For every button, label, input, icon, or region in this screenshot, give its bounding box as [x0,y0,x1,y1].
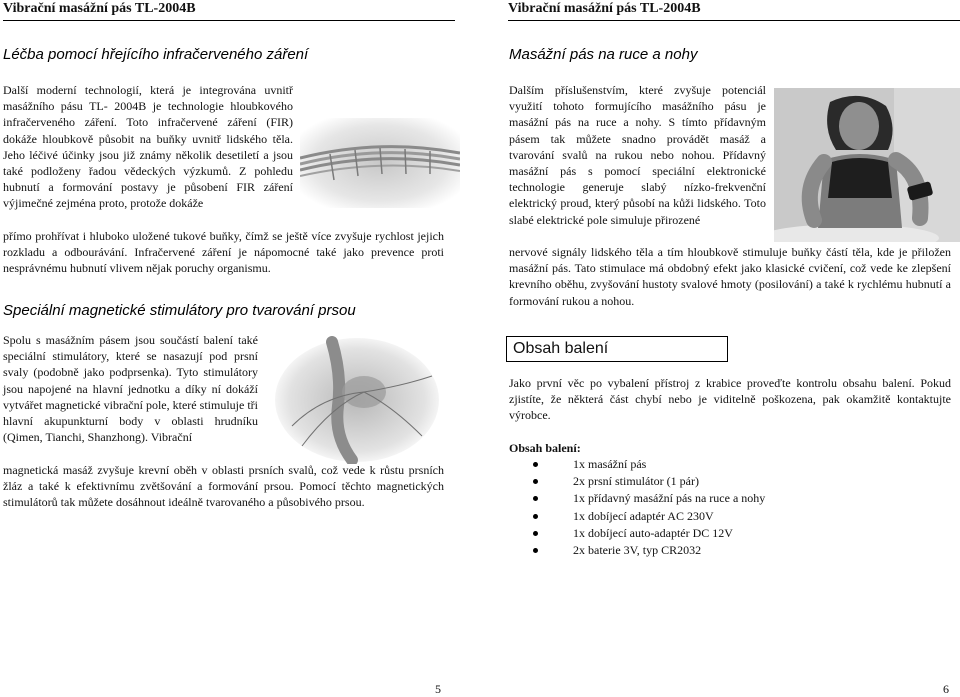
limb-paragraph-2: nervové signály lidského těla a tím hloubkově stimuluje buňky částí těla, kde je přiložen masážní pás. Tato stimulace má obdobný efekt jako klasické cvičení, což vede ke zlepšení krevního oběhu, zvyšování hustoty svalové hmoty (posilování) a také k rychlému hubnutí a formování rukou a nohou. [509,245,951,308]
page-number: 6 [943,682,949,696]
package-list [533,456,765,559]
page-header: Vibrační masážní pás TL-2004B [3,0,455,21]
bullet-icon [533,462,538,467]
page-number: 5 [435,682,441,696]
limb-paragraph-1: Dalším příslušenstvím, které zvyšuje potenciál využití tohoto formujícího masážního pásu je masážní pás na ruce a nohy. S tímto přídavným pásem tak můžete snadno provádět masáž a tvarování svalů na rukou nebo nohou. Přídavný masážní pás s pomocí speciální elektronické technologie generuje slabý nízko-frekvenční elektrický proud, který působí na kůži lidského. Toto slabé elektrické pole simuluje přirozené [509,83,766,227]
chest-stimulator-illustration [272,336,442,464]
page-header: Vibrační masážní pás TL-2004B [508,0,960,21]
bullet-icon [533,531,538,536]
package-item: 2x prsní stimulátor (1 pár) [533,473,765,490]
bullet-icon [533,479,538,484]
infrared-paragraph-1: Další moderní technologií, která je integrována uvnitř masážního pásu TL- 2004B je technologie hloubkového infračerveného záření. Toto infračervené záření (FIR) dokáže hloubkově působit na buňky uvnitř lidského těla. Jeho léčivé účinky jsou již známy několik desetiletí a jsou také podloženy řadou vědeckých výzkumů. Z pohledu hubnutí a formování postavy je působení FIR záření výjimečné zejména proto, protože dokáže [3,83,293,211]
stimulator-text-wrap [3,332,258,445]
bullet-icon [533,496,538,501]
arm-belt-photo [774,88,960,242]
stimulator-paragraph-1: Spolu s masážním pásem jsou součástí balení také speciální stimulátory, které se nasazují pod prsní svaly (podobně jako podprsenka). Tyto stimulátory jsou napojené na hlavní jednotku a díky ní dokáží vytvářet magnetické vibrační pole, které stimuluje tři hlavní akupunkturní body v oblasti hrudníku (Qimen, Tianchi, Shanzhong). Vibrační [3,333,258,445]
right-page [480,0,960,696]
section-title-infrared: Léčba pomocí hřejícího infračerveného záření [3,46,309,63]
stimulator-paragraph-2: magnetická masáž zvyšuje krevní oběh v oblasti prsních svalů, což vede k růstu prsních žláz a také k efektivnímu zvětšování a formování prsou. Pomocí těchto magnetických stimulátorů tak můžete dosáhnout ideálně tvarovaného a působivého prsou. [3,463,444,510]
package-intro-text: Jako první věc po vybalení přístroj z krabice proveďte kontrolu obsahu balení. Pokud zjistíte, že některá část chybí nebo je viditelně poškozena, pak okamžitě kontaktujte výrobce. [509,376,951,423]
bullet-icon [533,514,538,519]
package-item: 1x masážní pás [533,456,765,473]
package-item: 2x baterie 3V, typ CR2032 [533,542,765,559]
package-item: 1x dobíjecí auto-adaptér DC 12V [533,525,765,542]
limb-text-full [509,244,951,309]
infrared-paragraph-2: přímo prohřívat i hluboko uložené tukové buňky, čímž se ještě více zvyšuje rychlost jejich rozkladu a odbourávání. Infračervené záření je nápomocné také jako prevence proti nesprávnému hubnutí vlivem nějak poruchy organismu. [3,229,444,276]
bullet-icon [533,548,538,553]
package-intro [509,375,951,424]
stimulator-text-full [3,462,444,511]
section-title-stimulators: Speciální magnetické stimulátory pro tvarování prsou [3,302,356,319]
infrared-text-full [3,228,444,277]
package-item: 1x přídavný masážní pás na ruce a nohy [533,490,765,507]
infrared-illustration [300,118,460,208]
package-item: 1x dobíjecí adaptér AC 230V [533,508,765,525]
infrared-text-wrap [3,82,293,212]
package-contents-box-title: Obsah balení [506,336,728,362]
limb-text-wrap [509,82,766,228]
section-title-limbs: Masážní pás na ruce a nohy [509,46,698,63]
left-page [0,0,480,696]
package-list-title: Obsah balení: [509,441,581,455]
